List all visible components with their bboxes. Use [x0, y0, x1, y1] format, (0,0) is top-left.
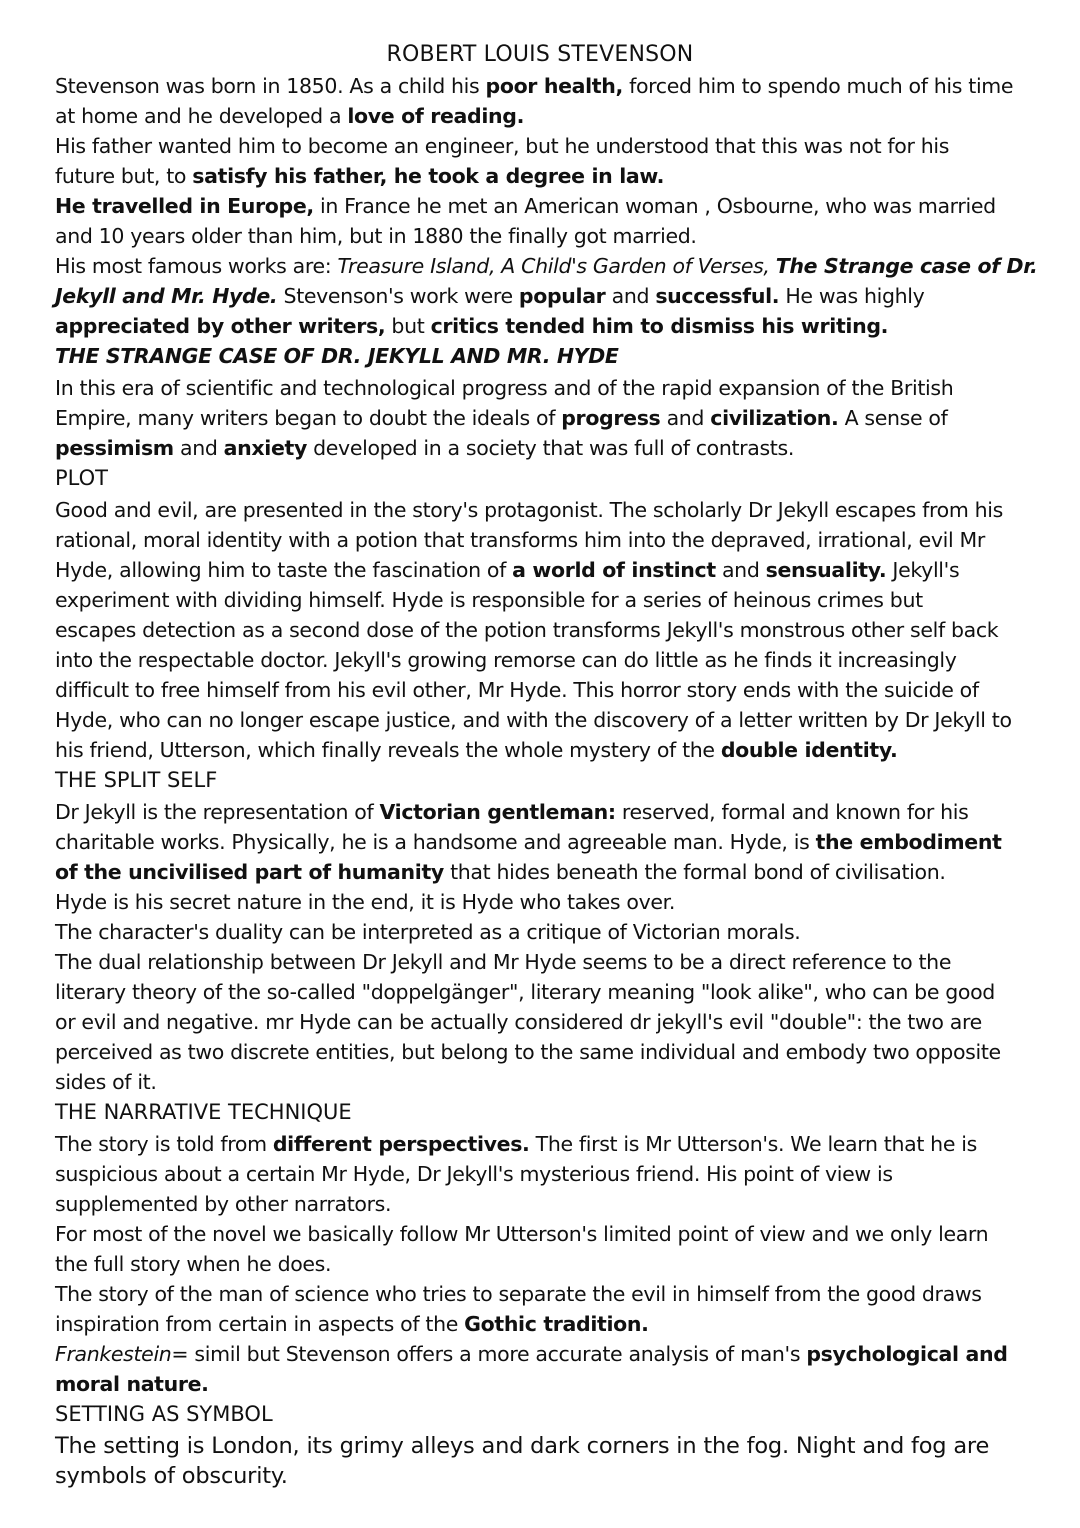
text-segment: literary theory of the so-called "doppelgänger", literary meaning "look alike", who can be good — [55, 980, 995, 1004]
text-line — [55, 1309, 649, 1339]
text-segment: difficult to free himself from his evil other, Mr Hyde. This horror story ends with the suicide of — [55, 678, 979, 702]
bold-text: progress — [561, 406, 661, 430]
bold-text: Victorian gentleman: — [379, 800, 616, 824]
text-line — [55, 161, 664, 191]
text-segment: developed in a society that was full of contrasts. — [306, 436, 794, 460]
text-segment: Hyde is his secret nature in the end, it is Hyde who takes over. — [55, 890, 676, 914]
document-title: ROBERT LOUIS STEVENSON — [386, 42, 694, 67]
text-line — [55, 887, 675, 917]
text-line — [55, 555, 959, 585]
text-line — [55, 281, 924, 311]
text-segment: experiment with dividing himself. Hyde is responsible for a series of heinous crimes but — [55, 588, 923, 612]
bold-text: moral nature. — [55, 1372, 209, 1396]
text-segment: For most of the novel we basically follow Mr Utterson's limited point of view and we only learn — [55, 1222, 989, 1246]
bold-text: psychological and — [806, 1342, 1008, 1366]
bold-text: sensuality. — [765, 558, 887, 582]
text-segment: PLOT — [55, 466, 108, 490]
text-line — [55, 403, 947, 433]
text-segment: perceived as two discrete entities, but belong to the same individual and embody two opposite — [55, 1040, 1001, 1064]
text-segment: into the respectable doctor. Jekyll's growing remorse can do little as he finds it increasingly — [55, 648, 957, 672]
text-segment: A sense of — [838, 406, 948, 430]
text-segment: Dr Jekyll is the representation of — [55, 800, 380, 824]
text-segment: suspicious about a certain Mr Hyde, Dr Jekyll's mysterious friend. His point of view is — [55, 1162, 893, 1186]
text-line — [55, 797, 968, 827]
text-segment: or evil and negative. mr Hyde can be actually considered dr jekyll's evil "double": the two are — [55, 1010, 982, 1034]
text-line — [55, 947, 951, 977]
text-segment: THE NARRATIVE TECHNIQUE — [55, 1100, 352, 1124]
text-line — [55, 131, 949, 161]
text-line — [55, 1189, 391, 1219]
text-segment: that hides beneath the formal bond of civilisation. — [443, 860, 946, 884]
bold-text: civilization. — [710, 406, 839, 430]
bold-text: poor health, — [485, 74, 623, 98]
text-line — [55, 645, 957, 675]
text-line — [55, 615, 998, 645]
bold-italic-text: Jekyll and Mr. Hyde. — [55, 284, 278, 308]
text-segment: Jekyll's — [886, 558, 960, 582]
section-heading — [55, 765, 217, 795]
text-segment: sides of it. — [55, 1070, 157, 1094]
text-segment: Stevenson's work were — [277, 284, 519, 308]
text-segment: and 10 years older than him, but in 1880 the finally got married. — [55, 224, 697, 248]
bold-text: successful. — [655, 284, 780, 308]
text-line — [55, 857, 946, 887]
text-line — [55, 1339, 1008, 1369]
text-segment: supplemented by other narrators. — [55, 1192, 392, 1216]
text-line — [55, 311, 888, 341]
text-segment: He was highly — [779, 284, 925, 308]
italic-text: Treasure Island, A Child's Garden of Verses, — [337, 254, 776, 278]
bold-text: satisfy his father, he took a degree in law. — [192, 164, 665, 188]
text-segment: his friend, Utterson, which finally reveals the whole mystery of the — [55, 738, 721, 762]
bold-italic-text: The Strange case of Dr. — [775, 254, 1038, 278]
text-line — [55, 525, 985, 555]
text-line — [55, 1279, 982, 1309]
text-line — [55, 101, 524, 131]
text-segment: and — [173, 436, 224, 460]
text-segment: symbols of obscurity. — [55, 1463, 288, 1489]
italic-text: Frankestein= — [55, 1342, 189, 1366]
text-segment: inspiration from certain in aspects of the — [55, 1312, 465, 1336]
bold-text: anxiety — [223, 436, 307, 460]
text-line — [55, 977, 995, 1007]
text-line — [55, 373, 953, 403]
bold-italic-text: THE STRANGE CASE OF DR. JEKYLL AND MR. HYDE — [55, 344, 619, 368]
text-line — [55, 341, 619, 371]
text-line — [55, 705, 1012, 735]
text-segment: simil but Stevenson offers a more accurate analysis of man's — [188, 1342, 807, 1366]
bold-text: appreciated by other writers, — [55, 314, 386, 338]
text-segment: the full story when he does. — [55, 1252, 332, 1276]
text-line — [55, 433, 794, 463]
text-segment: in France he met an American woman , Osbourne, who was married — [313, 194, 996, 218]
text-segment: Hyde, allowing him to taste the fascination of — [55, 558, 513, 582]
bold-text: a world of instinct — [512, 558, 716, 582]
bold-text: different perspectives. — [272, 1132, 530, 1156]
text-line — [55, 495, 1003, 525]
text-segment: future but, to — [55, 164, 193, 188]
text-segment: charitable works. Physically, he is a handsome and agreeable man. Hyde, is — [55, 830, 816, 854]
text-line — [55, 917, 800, 947]
text-segment: The first is Mr Utterson's. We learn that he is — [529, 1132, 977, 1156]
text-line — [55, 827, 1002, 857]
text-line — [55, 251, 1038, 281]
text-line — [55, 71, 1013, 101]
text-line — [55, 1129, 977, 1159]
text-segment: The story of the man of science who tries to separate the evil in himself from the good draws — [55, 1282, 982, 1306]
section-heading — [55, 1399, 273, 1429]
text-line — [55, 1461, 288, 1491]
bold-text — [55, 344, 619, 368]
text-segment: His father wanted him to become an engineer, but he understood that this was not for his — [55, 134, 950, 158]
text-segment: His most famous works are: — [55, 254, 338, 278]
text-line — [55, 585, 923, 615]
text-segment: Empire, many writers began to doubt the ideals of — [55, 406, 562, 430]
text-segment: escapes detection as a second dose of the potion transforms Jekyll's monstrous other self back — [55, 618, 999, 642]
text-segment: In this era of scientific and technological progress and of the rapid expansion of the British — [55, 376, 954, 400]
section-heading — [55, 1097, 352, 1127]
bold-text: Gothic tradition. — [464, 1312, 649, 1336]
text-line — [55, 221, 697, 251]
text-line — [55, 1219, 988, 1249]
bold-text: double identity. — [720, 738, 898, 762]
text-segment: and — [605, 284, 656, 308]
text-line — [55, 735, 897, 765]
text-line — [55, 1037, 1001, 1067]
text-segment: forced him to spendo much of his time — [622, 74, 1014, 98]
text-line — [55, 1159, 893, 1189]
text-segment: and — [715, 558, 766, 582]
text-segment: Stevenson was born in 1850. As a child his — [55, 74, 486, 98]
text-segment: Hyde, who can no longer escape justice, and with the discovery of a letter written by Dr Jekyll to — [55, 708, 1012, 732]
text-line — [55, 1067, 157, 1097]
bold-text: of the uncivilised part of humanity — [55, 860, 444, 884]
text-segment: rational, moral identity with a potion that transforms him into the depraved, irrational, evil Mr — [55, 528, 985, 552]
bold-text: critics tended him to dismiss his writing. — [430, 314, 889, 338]
text-line — [55, 1369, 209, 1399]
text-segment: but — [385, 314, 431, 338]
text-segment: The story is told from — [55, 1132, 273, 1156]
text-segment: The character's duality can be interpreted as a critique of Victorian morals. — [55, 920, 801, 944]
bold-text: popular — [518, 284, 606, 308]
bold-text: He travelled in Europe, — [55, 194, 314, 218]
bold-text: the embodiment — [815, 830, 1002, 854]
text-segment: SETTING AS SYMBOL — [55, 1402, 273, 1426]
text-line — [55, 1007, 982, 1037]
bold-text — [776, 254, 1038, 278]
text-line — [55, 191, 996, 221]
text-segment: at home and he developed a — [55, 104, 348, 128]
bold-text: pessimism — [55, 436, 174, 460]
text-segment: reserved, formal and known for his — [615, 800, 969, 824]
text-line — [55, 1431, 989, 1461]
text-segment: The setting is London, its grimy alleys and dark corners in the fog. Night and fog are — [55, 1433, 990, 1459]
bold-text: love of reading. — [347, 104, 525, 128]
text-segment: Good and evil, are presented in the story's protagonist. The scholarly Dr Jekyll escapes from his — [55, 498, 1003, 522]
text-segment: The dual relationship between Dr Jekyll and Mr Hyde seems to be a direct reference to the — [55, 950, 952, 974]
bold-text — [55, 284, 277, 308]
section-heading — [55, 463, 108, 493]
text-line — [55, 1249, 331, 1279]
text-line — [55, 675, 979, 705]
text-segment: and — [660, 406, 711, 430]
text-segment: THE SPLIT SELF — [55, 768, 218, 792]
